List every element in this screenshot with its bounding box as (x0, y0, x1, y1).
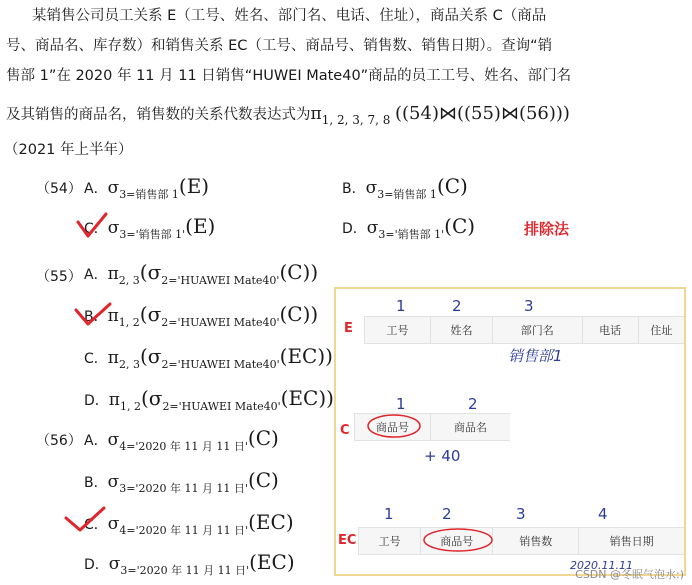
table-ec-col-1: 工号 (358, 528, 420, 554)
ec-col-number-2: 2 (442, 505, 452, 523)
q55-option-d: D．$\pi_{1, 2}(\sigma_{2='HUAWEI Mate40'}(EC))$ (84, 386, 334, 413)
c-circle-product-no (368, 415, 420, 437)
table-e-label: E (344, 321, 353, 336)
q54-option-d: D．$\sigma_{3='销售部 1'}(C)$ (342, 214, 476, 241)
q56-option-c: C．$\sigma_{4='2020 年 11 月 11 日'}(EC)$ (84, 510, 294, 537)
q55-option-b: B．$\pi_{1, 2}(\sigma_{2='HUAWEI Mate40'}(C))$ (84, 302, 319, 329)
join-expression: ((54)⋈((55)⋈(56))) (395, 103, 570, 124)
ec-circle-product-no (424, 529, 492, 551)
ec-col-number-3: 3 (516, 505, 526, 523)
handwritten-annotations (336, 289, 684, 574)
table-e-col-3: 部门名 (492, 317, 582, 343)
c-col-number-2: 2 (468, 395, 478, 413)
q56-number: （56） (36, 433, 82, 449)
question-line-2: 号、商品名、库存数）和销售关系 EC（工号、商品号、销售数、销售日期）。查询“销 (6, 38, 553, 54)
e-col-number-3: 3 (524, 297, 534, 315)
table-e-col-4: 电话 (582, 317, 638, 343)
question-line-3: 售部 1”在 2020 年 11 月 11 日销售“HUWEI Mate40”商品的员工工号、姓名、部门名 (6, 68, 572, 84)
elimination-note: 排除法 (524, 220, 570, 238)
q55-option-a: A．$\pi_{2, 3}(\sigma_{2='HUAWEI Mate40'}(C))$ (84, 260, 319, 287)
e-col-number-1: 1 (396, 297, 406, 315)
q56-option-b: B．$\sigma_{3='2020 年 11 月 11 日'}(C)$ (84, 468, 279, 495)
table-c-col-2: 商品名 (430, 414, 510, 440)
q55-option-c: C．$\pi_{2, 3}(\sigma_{2='HUAWEI Mate40'}(EC))$ (84, 344, 333, 371)
question-line-4-text: 及其销售的商品名，销售数的关系代数表达式为 (6, 107, 311, 123)
projection-columns: 1, 2, 3, 7, 8 (321, 113, 391, 127)
q54-number: （54） (36, 181, 82, 197)
table-ec-col-2: 商品号 (420, 528, 492, 554)
table-c-col-1: 商品号 (354, 414, 430, 440)
table-c-label: C (340, 423, 350, 438)
q54-option-c: C．$\sigma_{3='销售部 1'}(E)$ (84, 214, 216, 241)
q55-number: （55） (36, 269, 82, 285)
annotation-panel (334, 287, 686, 576)
check-mark-q55 (76, 304, 110, 324)
c-col-number-1: 1 (396, 395, 406, 413)
exam-year: （2021 年上半年） (4, 142, 133, 158)
e-col-number-2: 2 (452, 297, 462, 315)
projection-symbol: π (310, 104, 322, 124)
table-e-col-2: 姓名 (430, 317, 492, 343)
handwriting-date: 2020.11.11 (570, 559, 633, 572)
table-e-col-5: 住址 (638, 317, 684, 343)
q56-option-d: D．$\sigma_{3='2020 年 11 月 11 日'}(EC)$ (84, 550, 295, 577)
q54-option-b: B．$\sigma_{3=销售部 1}(C)$ (342, 174, 468, 201)
check-mark-q54 (78, 214, 106, 236)
ec-col-number-4: 4 (598, 505, 608, 523)
table-ec-label: EC (338, 533, 357, 548)
q56-option-a: A．$\sigma_{4='2020 年 11 月 11 日'}(C)$ (84, 426, 279, 453)
watermark: CSDN @冬眠气泡水:) (575, 568, 684, 581)
handwriting-c-note: + 40 (424, 447, 461, 465)
table-e-col-1: 工号 (364, 317, 430, 343)
table-ec-col-4: 销售日期 (578, 528, 684, 554)
question-line-1: 某销售公司员工关系 E（工号、姓名、部门名、电话、住址），商品关系 C（商品 (32, 8, 547, 24)
ec-col-number-1: 1 (384, 505, 394, 523)
table-ec-col-3: 销售数 (492, 528, 578, 554)
q54-option-a: A．$\sigma_{3=销售部 1}(E)$ (84, 174, 210, 201)
handwriting-dept: 销售部1 (508, 347, 563, 365)
check-mark-q56 (66, 508, 104, 530)
